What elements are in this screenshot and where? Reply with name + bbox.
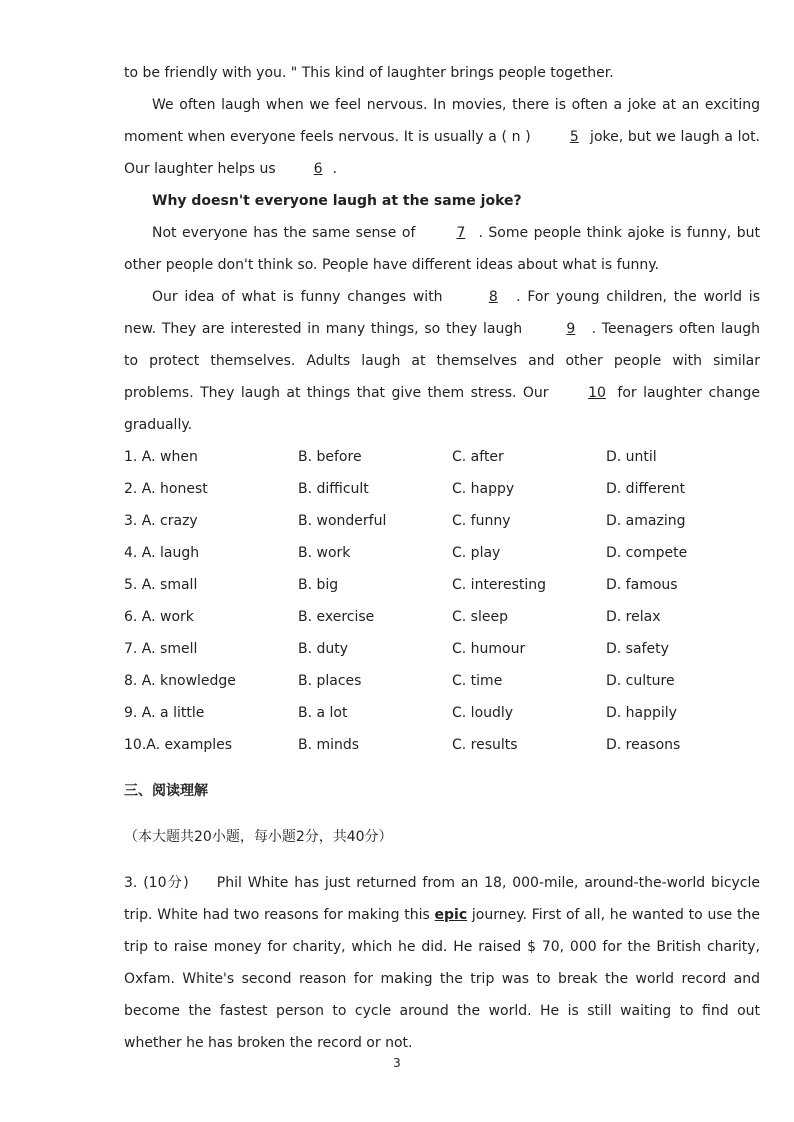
option: D. reasons <box>606 737 681 753</box>
question-number: 3. (10分) <box>124 875 189 891</box>
text: joke, but we laugh a lot. Our laughter helps us <box>124 129 761 177</box>
text: . <box>328 161 338 177</box>
option: D. relax <box>606 609 661 625</box>
text: Our idea of what is funny changes with <box>152 289 450 305</box>
passage-paragraph-humour <box>124 217 760 281</box>
option: 6. A. work <box>124 609 194 625</box>
option: D. famous <box>606 577 678 593</box>
option: 9. A. a little <box>124 705 205 721</box>
option-row-6 <box>124 601 760 633</box>
option: C. funny <box>452 513 511 529</box>
option: 4. A. laugh <box>124 545 200 561</box>
answer-options <box>124 441 760 761</box>
passage-paragraph-changes <box>124 281 760 441</box>
option-row-4 <box>124 537 760 569</box>
option: C. humour <box>452 641 526 657</box>
option: 3. A. crazy <box>124 513 198 529</box>
text: . Teenagers often laugh to protect themselves. Adults laugh at themselves and other people with similar problems. They laugh at things that give them stress. Our <box>124 321 760 401</box>
passage-paragraph-nervous <box>124 89 760 185</box>
blank-8: 8 <box>488 289 498 305</box>
question-3-passage <box>124 867 760 1059</box>
text: for laughter change gradually. <box>124 385 760 433</box>
option-row-9 <box>124 697 760 729</box>
blank-10: 10 <box>588 385 606 401</box>
option: 10.A. examples <box>124 737 233 753</box>
text: We often laugh when we feel nervous. In movies, there is often a joke at an exciting moment when everyone feels nervous. It is usually a ( n ) <box>124 97 760 145</box>
option: B. difficult <box>298 481 369 497</box>
option: D. until <box>606 449 657 465</box>
option: C. loudly <box>452 705 514 721</box>
text: . For young children, the world is new. They are interested in many things, so they laugh <box>124 289 760 337</box>
option: C. sleep <box>452 609 508 625</box>
blank-7: 7 <box>456 225 466 241</box>
option: D. amazing <box>606 513 686 529</box>
option-row-1 <box>124 441 760 473</box>
option: D. culture <box>606 673 675 689</box>
option: 5. A. small <box>124 577 198 593</box>
page-content <box>124 57 760 1059</box>
text: journey. First of all, he wanted to use the trip to raise money for charity, which he did. He raised $ 70, 000 for the British charity, Oxfam. White's second reason for making the trip was to break the world record and become the fastest person to cycle around the world. He is still waiting to find out whether he has broken the record or not. <box>124 907 760 1051</box>
section-note: （本大题共20小题，每小题2分，共40分） <box>124 829 393 845</box>
option: D. compete <box>606 545 688 561</box>
option-row-5 <box>124 569 760 601</box>
text: Phil White has just returned from an 18, 000-mile, around-the-world bicycle trip. White had two reasons for making this <box>124 875 761 923</box>
option: C. time <box>452 673 503 689</box>
option: B. a lot <box>298 705 348 721</box>
text: Not everyone has the same sense of <box>152 225 421 241</box>
option: C. after <box>452 449 504 465</box>
option: B. exercise <box>298 609 375 625</box>
option: B. minds <box>298 737 360 753</box>
blank-5: 5 <box>569 129 579 145</box>
option: D. safety <box>606 641 669 657</box>
option: C. happy <box>452 481 515 497</box>
option: C. interesting <box>452 577 547 593</box>
section-title: 三、阅读理解 <box>124 783 208 799</box>
highlighted-word: epic <box>434 907 468 923</box>
blank-9: 9 <box>566 321 576 337</box>
option: B. places <box>298 673 362 689</box>
option: 7. A. smell <box>124 641 198 657</box>
text: . Some people think ajoke is funny, but other people don't think so. People have different ideas about what is funny. <box>124 225 760 273</box>
option: 8. A. knowledge <box>124 673 236 689</box>
blank-6: 6 <box>313 161 323 177</box>
option: B. work <box>298 545 351 561</box>
option: 1. A. when <box>124 449 198 465</box>
option: D. happily <box>606 705 677 721</box>
option: B. duty <box>298 641 349 657</box>
option-row-7 <box>124 633 760 665</box>
option: B. big <box>298 577 339 593</box>
option: B. before <box>298 449 362 465</box>
option: D. different <box>606 481 686 497</box>
option-row-10 <box>124 729 760 761</box>
page-number: 3 <box>393 1056 401 1070</box>
option-row-2 <box>124 473 760 505</box>
option: B. wonderful <box>298 513 387 529</box>
option: C. results <box>452 737 518 753</box>
passage-heading: Why doesn't everyone laugh at the same joke? <box>152 193 522 209</box>
option: 2. A. honest <box>124 481 208 497</box>
option: C. play <box>452 545 501 561</box>
option-row-3 <box>124 505 760 537</box>
option-row-8 <box>124 665 760 697</box>
passage-line-continuation: to be friendly with you. " This kind of laughter brings people together. <box>124 65 614 81</box>
